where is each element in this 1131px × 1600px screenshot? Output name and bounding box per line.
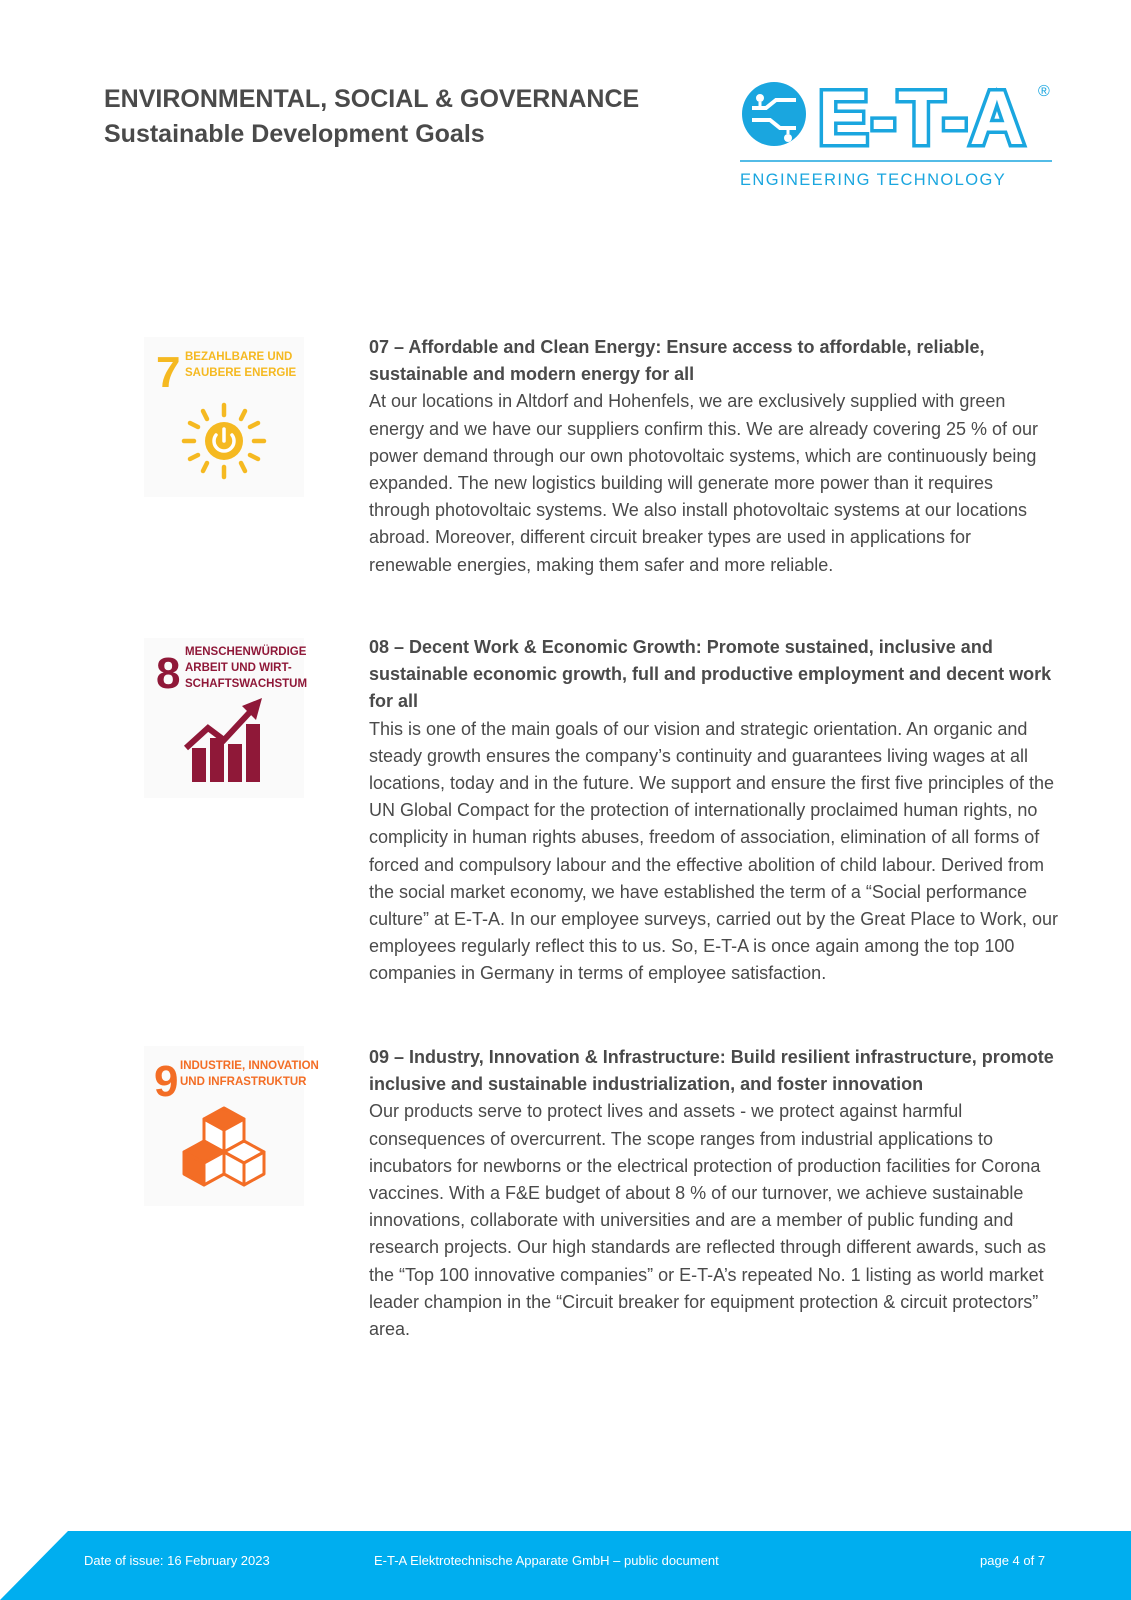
sdg-7-heading: 07 – Affordable and Clean Energy: Ensure access to affordable, reliable, sustainable and modern energy for all [369, 337, 985, 385]
sdg-9-tile [144, 1046, 319, 1206]
eta-logo [740, 78, 1058, 188]
logo-wordmark: E-T-A [818, 76, 1027, 161]
sdg-8-body: This is one of the main goals of our vision and strategic orientation. An organic and steady growth ensures the company’s continuity and guarantees living wages at all locations, today and in the future. We support and ensure the first five principles of the UN Global Compact for the protection of internationally proclaimed human rights, no complicity in human rights abuses, freedom of association, elimination of all forms of forced and compulsory labour and the effective abolition of child labour. Derived from the social market economy, we have established the term of a “Social performance culture” at E-T-A. In our employee surveys, carried out by the Great Place to Work, our employees regularly reflect this to us. So, E-T-A is once again among the top 100 companies in Germany in terms of employee satisfaction. [369, 718, 1058, 984]
sdg-9-section [369, 1044, 1059, 1343]
sdg-8-label-2: ARBEIT UND WIRT- [185, 662, 292, 674]
sdg-7-label-1: BEZAHLBARE UND [185, 351, 293, 363]
page-footer [0, 1531, 1131, 1600]
page-title [104, 82, 639, 152]
sdg-7-tile [144, 337, 304, 497]
footer-page-number: page 4 of 7 [980, 1553, 1046, 1568]
logo-tagline: ENGINEERING TECHNOLOGY [740, 171, 1007, 189]
sdg-9-label-1: INDUSTRIE, INNOVATION [180, 1060, 319, 1072]
sdg-8-label-1: MENSCHENWÜRDIGE [185, 646, 307, 658]
sdg-8-heading: 08 – Decent Work & Economic Growth: Promote sustained, inclusive and sustainable economic growth, full and productive employment and decent work for all [369, 637, 1052, 712]
title-line-2: Sustainable Development Goals [104, 120, 485, 148]
title-line-1: ENVIRONMENTAL, SOCIAL & GOVERNANCE [104, 85, 640, 113]
registered-mark: ® [1038, 83, 1050, 100]
sdg-7-number: 7 [156, 348, 181, 397]
sdg-9-label-2: UND INFRASTRUKTUR [180, 1076, 307, 1088]
growth-chart-icon [186, 698, 262, 782]
sdg-8-section [369, 634, 1059, 988]
sdg-7-label-2: SAUBERE ENERGIE [185, 367, 297, 379]
footer-date: Date of issue: 16 February 2023 [84, 1553, 270, 1568]
sdg-9-number: 9 [154, 1057, 179, 1106]
sdg-8-label-3: SCHAFTSWACHSTUM [185, 678, 308, 690]
sdg-9-heading: 09 – Industry, Innovation & Infrastructure: Build resilient infrastructure, promote inclusive and sustainable industrialization, and foster innovation [369, 1047, 1054, 1095]
sdg-9-body: Our products serve to protect lives and assets - we protect against harmful consequences of overcurrent. The scope ranges from industrial applications to incubators for newborns or the electrical protection of production facilities for Corona vaccines. With a F&E budget of about 8 % of our turnover, we achieve sustainable innovations, collaborate with universities and are a member of public funding and research projects. Our high standards are reflected through different awards, such as the “Top 100 innovative companies” or E-T-A’s repeated No. 1 listing as world market leader champion in the “Circuit breaker for equipment protection & circuit protectors” area. [369, 1101, 1047, 1340]
circuit-emblem-icon [742, 82, 806, 146]
sdg-7-body: At our locations in Altdorf and Hohenfels, we are exclusively supplied with green energy and we have our suppliers confirm this. We are already covering 25 % of our power demand through our own photovoltaic systems, which are continuously being expanded. The new logistics building will generate more power than it requires through photovoltaic systems. We also install photovoltaic systems at our locations abroad. Moreover, different circuit breaker types are used in applications for renewable energies, making them safer and more reliable. [369, 391, 1039, 575]
eta-logo-graphic [740, 78, 1058, 188]
sdg-8-tile [144, 638, 308, 798]
sdg-8-number: 8 [156, 649, 181, 698]
footer-company: E-T-A Elektrotechnische Apparate GmbH – public document [374, 1553, 719, 1568]
sdg-7-section [369, 334, 1059, 579]
stacked-cubes-icon [184, 1108, 264, 1185]
